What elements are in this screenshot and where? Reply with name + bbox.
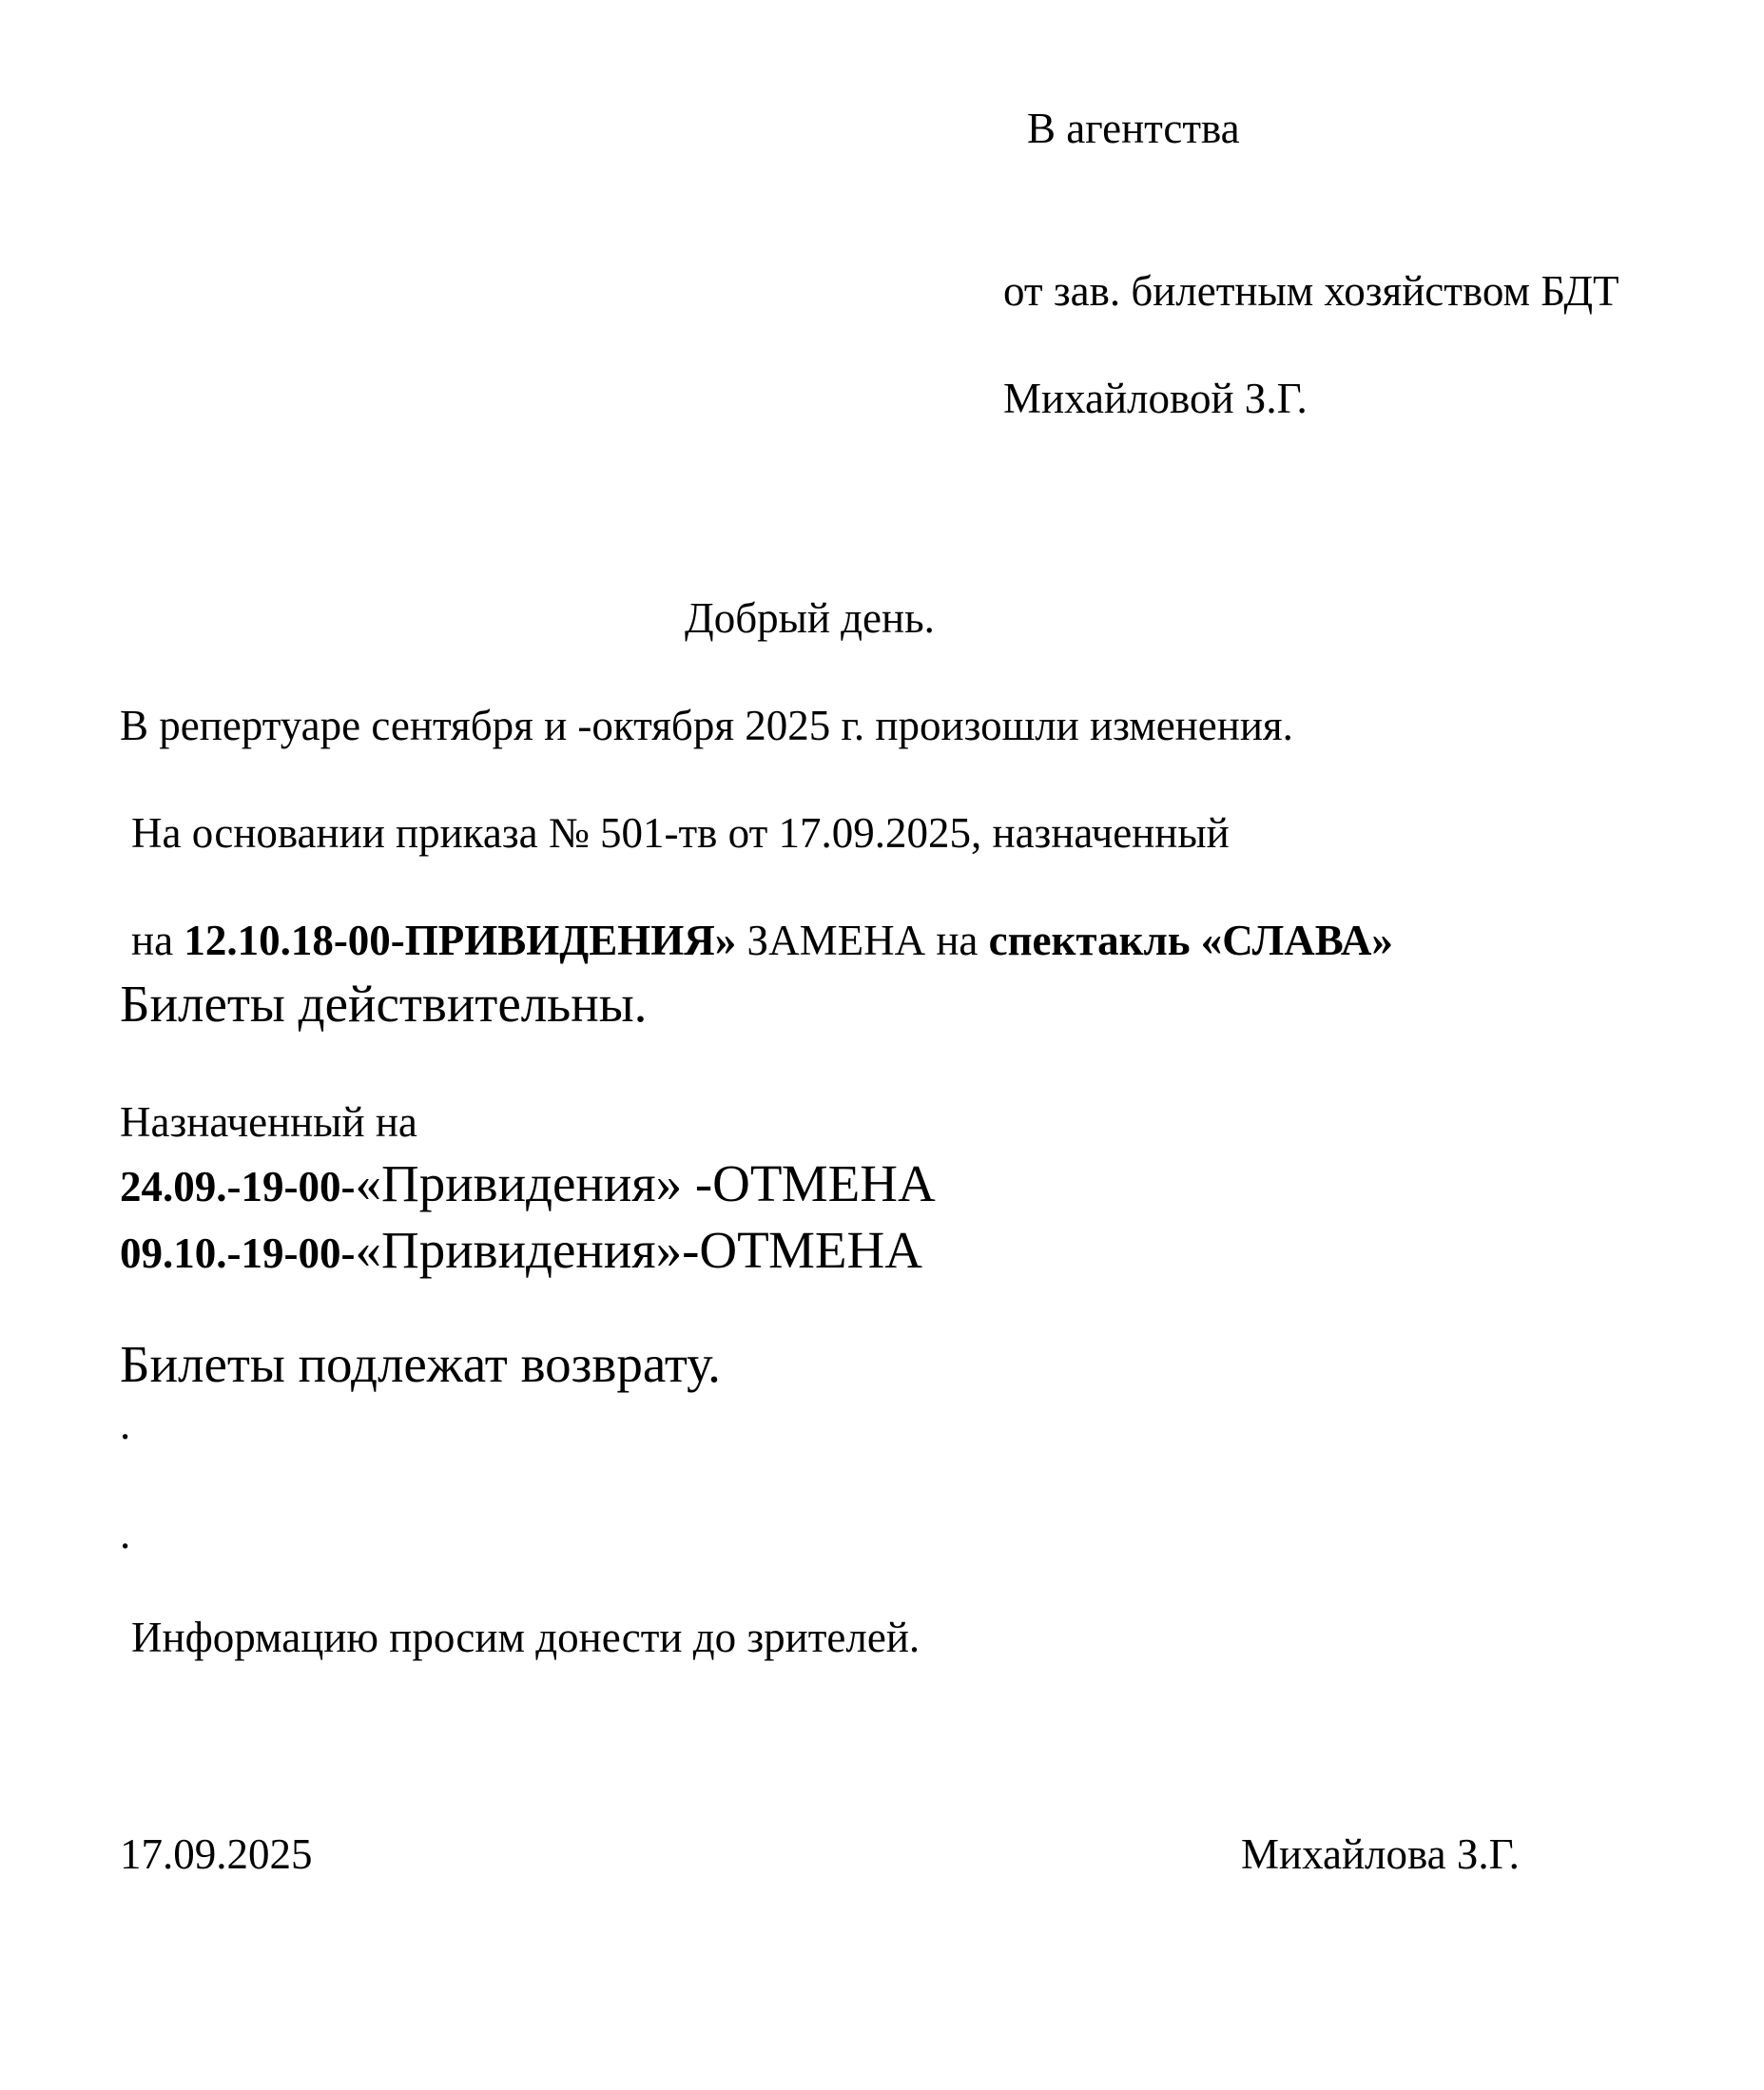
closing-request: Информацию просим донести до зрителей.	[131, 1614, 921, 1661]
cancellation-item	[120, 1154, 936, 1212]
sender-title: от зав. билетным хозяйством БДТ	[1003, 267, 1619, 315]
replacement-line	[131, 919, 1393, 962]
replacement-text: ЗАМЕНА на	[736, 917, 989, 964]
intro-paragraph: В репертуаре сентября и -октября 2025 г. произошли изменения.	[120, 702, 1293, 749]
document-date: 17.09.2025	[120, 1830, 313, 1878]
replaced-event: 12.10.18-00-ПРИВИДЕНИЯ»	[184, 917, 737, 964]
tickets-valid-note: Билеты действительны.	[120, 975, 648, 1033]
replacement-prefix: на	[131, 917, 184, 964]
sender-name: Михайловой З.Г.	[1003, 375, 1308, 422]
cancellation-datetime: 09.10.-19-00-	[120, 1229, 356, 1277]
cancellation-item	[120, 1221, 922, 1279]
tickets-refund-note: Билеты подлежат возврату.	[120, 1335, 721, 1393]
separator-dot: .	[120, 1401, 131, 1448]
cancellation-title: «Привидения»-ОТМЕНА	[355, 1221, 922, 1279]
order-reference: На основании приказа № 501-тв от 17.09.2025, назначенный	[131, 809, 1230, 857]
separator-dot: .	[120, 1510, 131, 1558]
new-event: спектакль «СЛАВА»	[988, 917, 1393, 964]
cancellation-intro: Назначенный на	[120, 1098, 417, 1146]
cancellation-datetime: 24.09.-19-00-	[120, 1163, 356, 1210]
signature-name: Михайлова З.Г.	[1241, 1830, 1520, 1878]
cancellation-title: «Привидения» -ОТМЕНА	[355, 1154, 936, 1212]
addressee: В агентства	[1027, 105, 1240, 152]
greeting: Добрый день.	[685, 594, 935, 642]
